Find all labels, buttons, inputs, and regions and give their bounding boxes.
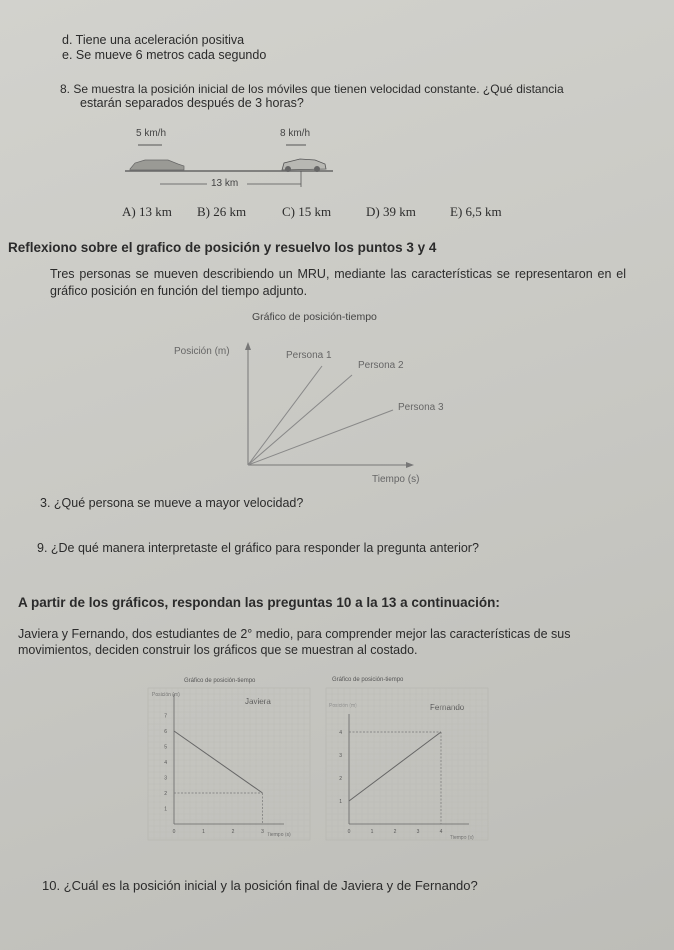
question-9: 9. ¿De qué manera interpretaste el gráfico para responder la pregunta anterior?: [37, 541, 479, 555]
y-tick-label: 3: [339, 753, 342, 759]
question-10: 10. ¿Cuál es la posición inicial y la posición final de Javiera y de Fernando?: [42, 878, 478, 893]
section1-paragraph: Tres personas se mueven describiendo un MRU, mediante las características se representaron en el gráfico posición en función del tiempo adjunto.: [50, 267, 626, 298]
y-tick-label: 3: [164, 775, 167, 782]
x-tick-label: 2: [231, 829, 235, 835]
y-tick-label: 7: [164, 713, 167, 720]
javiera-xlabel: Tiempo (s): [267, 832, 291, 838]
section2-para-line1: Javiera y Fernando, dos estudiantes de 2° medio, para comprender mejor las características de sus: [18, 627, 571, 641]
distance-label: 13 km: [211, 178, 239, 189]
legend-persona-2: Persona 2: [358, 360, 404, 371]
x-tick-label: 0: [347, 829, 351, 835]
option-d: d. Tiene una aceleración positiva: [62, 33, 245, 47]
y-tick-label: 1: [339, 799, 342, 805]
section2-para-line2: movimientos, deciden construir los gráficos que se muestran al costado.: [18, 643, 418, 657]
speed-right: 8 km/h: [280, 128, 311, 139]
q8-line2: estarán separados después de 3 horas?: [80, 96, 304, 110]
y-tick-label: 4: [339, 730, 342, 736]
y-tick-label: 2: [339, 776, 342, 782]
position-line: [349, 732, 441, 801]
answer-d: D) 39 km: [366, 204, 416, 219]
javiera-ylabel: Posición (m): [152, 692, 180, 698]
answer-a: A) 13 km: [122, 204, 172, 219]
option-e: e. Se mueve 6 metros cada segundo: [62, 48, 267, 62]
y-tick-label: 4: [164, 760, 167, 766]
fernando-xlabel: Tiempo (s): [450, 835, 474, 841]
y-tick-label: 6: [164, 729, 167, 735]
section2-heading: A partir de los gráficos, respondan las preguntas 10 a la 13 a continuación:: [18, 595, 500, 610]
x-tick-label: 1: [370, 829, 374, 835]
answer-e: E) 6,5 km: [450, 204, 502, 219]
fernando-ylabel: Posición (m): [329, 703, 357, 709]
fernando-title: Gráfico de posición-tiempo: [332, 677, 404, 683]
x-tick-label: 1: [202, 829, 205, 835]
answer-b: B) 26 km: [197, 204, 247, 219]
x-tick-label: 0: [172, 829, 176, 835]
x-tick-label: 3: [416, 829, 420, 835]
graph-xlabel: Tiempo (s): [372, 474, 420, 485]
x-tick-label: 2: [393, 829, 397, 835]
question-3: 3. ¿Qué persona se mueve a mayor velocidad?: [40, 496, 304, 510]
y-tick-label: 1: [164, 806, 167, 813]
legend-persona-3: Persona 3: [398, 402, 444, 413]
graph-title: Gráfico de posición-tiempo: [252, 311, 377, 323]
x-tick-label: 4: [439, 829, 443, 835]
javiera-name: Javiera: [245, 697, 271, 706]
x-tick-label: 3: [261, 829, 264, 835]
fernando-name: Fernando: [430, 703, 465, 712]
speed-left: 5 km/h: [136, 128, 167, 139]
legend-persona-1: Persona 1: [286, 350, 332, 361]
answer-c: C) 15 km: [282, 204, 332, 219]
graph-ylabel: Posición (m): [174, 346, 230, 357]
y-tick-label: 5: [164, 744, 167, 751]
grid-panel: [326, 688, 488, 840]
q8-line1: 8. Se muestra la posición inicial de los móviles que tienen velocidad constante. ¿Qué distancia: [60, 82, 564, 96]
section1-heading: Reflexiono sobre el grafico de posición y resuelvo los puntos 3 y 4: [8, 240, 437, 255]
y-tick-label: 2: [164, 791, 167, 797]
javiera-title: Gráfico de posición-tiempo: [184, 678, 256, 684]
